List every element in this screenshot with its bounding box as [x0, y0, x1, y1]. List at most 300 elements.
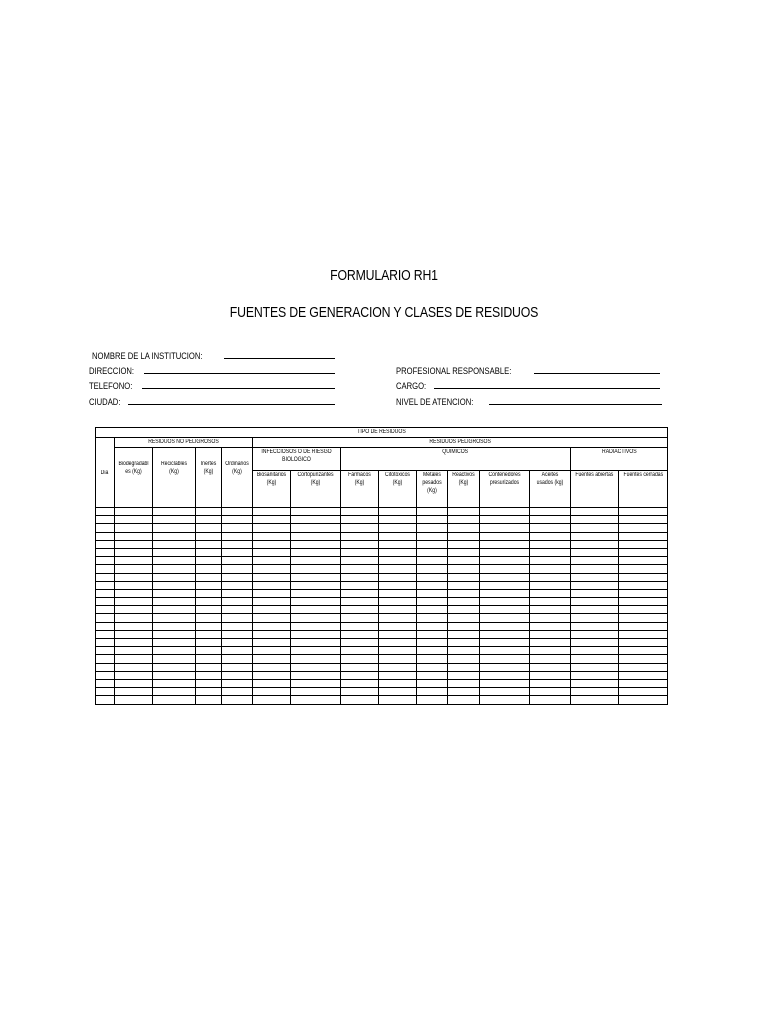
table-cell[interactable]: [253, 696, 291, 704]
field-line[interactable]: [142, 378, 335, 389]
table-cell[interactable]: [153, 622, 196, 630]
table-cell[interactable]: [480, 688, 530, 696]
table-cell[interactable]: [115, 548, 153, 556]
table-cell[interactable]: [530, 581, 571, 589]
table-cell[interactable]: [619, 655, 668, 663]
table-cell[interactable]: [196, 589, 222, 597]
table-cell[interactable]: [96, 630, 115, 638]
table-cell[interactable]: [196, 606, 222, 614]
table-cell[interactable]: [619, 548, 668, 556]
table-cell[interactable]: [417, 688, 448, 696]
table-cell[interactable]: [619, 581, 668, 589]
table-cell[interactable]: [153, 589, 196, 597]
table-cell[interactable]: [619, 663, 668, 671]
table-cell[interactable]: [341, 679, 379, 687]
table-cell[interactable]: [379, 589, 417, 597]
table-cell[interactable]: [480, 524, 530, 532]
field-nivel-atencion[interactable]: [396, 393, 662, 407]
table-cell[interactable]: [417, 589, 448, 597]
table-cell[interactable]: [253, 516, 291, 524]
table-cell[interactable]: [480, 508, 530, 516]
table-cell[interactable]: [619, 589, 668, 597]
table-cell[interactable]: [448, 557, 480, 565]
table-cell[interactable]: [341, 622, 379, 630]
table-cell[interactable]: [619, 606, 668, 614]
table-cell[interactable]: [379, 655, 417, 663]
table-cell[interactable]: [571, 606, 619, 614]
table-cell[interactable]: [448, 671, 480, 679]
table-cell[interactable]: [115, 622, 153, 630]
table-cell[interactable]: [291, 557, 341, 565]
table-cell[interactable]: [291, 581, 341, 589]
table-cell[interactable]: [196, 614, 222, 622]
table-cell[interactable]: [480, 606, 530, 614]
field-line[interactable]: [434, 378, 660, 389]
table-cell[interactable]: [448, 565, 480, 573]
table-cell[interactable]: [571, 688, 619, 696]
table-cell[interactable]: [619, 630, 668, 638]
table-cell[interactable]: [619, 622, 668, 630]
table-cell[interactable]: [96, 663, 115, 671]
table-cell[interactable]: [222, 589, 253, 597]
table-cell[interactable]: [571, 508, 619, 516]
table-cell[interactable]: [480, 630, 530, 638]
table-cell[interactable]: [571, 516, 619, 524]
table-cell[interactable]: [253, 679, 291, 687]
table-cell[interactable]: [530, 679, 571, 687]
table-cell[interactable]: [417, 598, 448, 606]
table-cell[interactable]: [379, 606, 417, 614]
table-cell[interactable]: [417, 647, 448, 655]
table-cell[interactable]: [115, 671, 153, 679]
table-cell[interactable]: [619, 508, 668, 516]
table-cell[interactable]: [571, 548, 619, 556]
table-cell[interactable]: [417, 622, 448, 630]
table-cell[interactable]: [96, 589, 115, 597]
table-cell[interactable]: [379, 573, 417, 581]
table-cell[interactable]: [417, 573, 448, 581]
table-cell[interactable]: [115, 606, 153, 614]
table-cell[interactable]: [448, 630, 480, 638]
table-cell[interactable]: [341, 655, 379, 663]
table-cell[interactable]: [153, 532, 196, 540]
table-cell[interactable]: [571, 589, 619, 597]
field-line[interactable]: [144, 363, 335, 374]
table-cell[interactable]: [222, 647, 253, 655]
table-cell[interactable]: [253, 655, 291, 663]
table-cell[interactable]: [571, 679, 619, 687]
table-cell[interactable]: [253, 606, 291, 614]
table-cell[interactable]: [379, 622, 417, 630]
table-cell[interactable]: [530, 540, 571, 548]
table-cell[interactable]: [448, 614, 480, 622]
table-cell[interactable]: [196, 598, 222, 606]
table-cell[interactable]: [417, 606, 448, 614]
table-cell[interactable]: [417, 581, 448, 589]
table-cell[interactable]: [253, 688, 291, 696]
table-cell[interactable]: [619, 671, 668, 679]
table-cell[interactable]: [480, 581, 530, 589]
table-cell[interactable]: [619, 565, 668, 573]
table-cell[interactable]: [291, 524, 341, 532]
table-cell[interactable]: [253, 622, 291, 630]
table-cell[interactable]: [530, 524, 571, 532]
table-cell[interactable]: [417, 679, 448, 687]
table-cell[interactable]: [571, 573, 619, 581]
table-cell[interactable]: [291, 565, 341, 573]
field-direccion[interactable]: [89, 362, 335, 376]
table-cell[interactable]: [530, 671, 571, 679]
table-cell[interactable]: [196, 663, 222, 671]
table-cell[interactable]: [253, 671, 291, 679]
table-cell[interactable]: [115, 532, 153, 540]
table-cell[interactable]: [196, 516, 222, 524]
table-cell[interactable]: [291, 622, 341, 630]
table-cell[interactable]: [480, 655, 530, 663]
table-cell[interactable]: [571, 540, 619, 548]
table-cell[interactable]: [379, 639, 417, 647]
table-cell[interactable]: [222, 573, 253, 581]
table-cell[interactable]: [341, 581, 379, 589]
table-cell[interactable]: [619, 598, 668, 606]
table-cell[interactable]: [291, 606, 341, 614]
table-cell[interactable]: [222, 679, 253, 687]
table-cell[interactable]: [530, 647, 571, 655]
table-cell[interactable]: [115, 663, 153, 671]
table-cell[interactable]: [253, 573, 291, 581]
table-cell[interactable]: [222, 639, 253, 647]
table-cell[interactable]: [341, 606, 379, 614]
table-cell[interactable]: [153, 679, 196, 687]
table-cell[interactable]: [530, 565, 571, 573]
table-cell[interactable]: [153, 508, 196, 516]
table-cell[interactable]: [379, 663, 417, 671]
table-cell[interactable]: [571, 532, 619, 540]
table-cell[interactable]: [448, 516, 480, 524]
table-cell[interactable]: [448, 589, 480, 597]
table-cell[interactable]: [115, 524, 153, 532]
table-cell[interactable]: [291, 589, 341, 597]
table-cell[interactable]: [480, 639, 530, 647]
table-cell[interactable]: [448, 679, 480, 687]
table-cell[interactable]: [619, 516, 668, 524]
table-cell[interactable]: [153, 524, 196, 532]
table-cell[interactable]: [115, 630, 153, 638]
table-cell[interactable]: [448, 606, 480, 614]
table-cell[interactable]: [619, 573, 668, 581]
table-cell[interactable]: [196, 524, 222, 532]
table-cell[interactable]: [253, 548, 291, 556]
table-cell[interactable]: [530, 516, 571, 524]
field-line[interactable]: [534, 363, 660, 374]
table-cell[interactable]: [115, 508, 153, 516]
table-cell[interactable]: [530, 606, 571, 614]
table-cell[interactable]: [291, 598, 341, 606]
table-cell[interactable]: [480, 598, 530, 606]
table-cell[interactable]: [253, 663, 291, 671]
table-cell[interactable]: [530, 688, 571, 696]
table-cell[interactable]: [619, 540, 668, 548]
table-cell[interactable]: [530, 639, 571, 647]
table-cell[interactable]: [619, 614, 668, 622]
table-cell[interactable]: [253, 532, 291, 540]
table-cell[interactable]: [341, 565, 379, 573]
table-cell[interactable]: [341, 589, 379, 597]
table-cell[interactable]: [480, 679, 530, 687]
table-cell[interactable]: [571, 581, 619, 589]
table-cell[interactable]: [153, 655, 196, 663]
table-cell[interactable]: [196, 565, 222, 573]
table-cell[interactable]: [448, 622, 480, 630]
table-cell[interactable]: [480, 532, 530, 540]
table-cell[interactable]: [417, 565, 448, 573]
table-cell[interactable]: [96, 606, 115, 614]
field-ciudad[interactable]: [89, 393, 335, 407]
table-cell[interactable]: [379, 565, 417, 573]
table-cell[interactable]: [571, 524, 619, 532]
table-cell[interactable]: [341, 557, 379, 565]
table-cell[interactable]: [341, 688, 379, 696]
table-cell[interactable]: [341, 516, 379, 524]
table-cell[interactable]: [96, 655, 115, 663]
table-cell[interactable]: [530, 598, 571, 606]
table-cell[interactable]: [417, 655, 448, 663]
table-cell[interactable]: [448, 524, 480, 532]
table-cell[interactable]: [417, 524, 448, 532]
table-cell[interactable]: [417, 508, 448, 516]
table-cell[interactable]: [379, 581, 417, 589]
table-cell[interactable]: [96, 614, 115, 622]
table-cell[interactable]: [341, 524, 379, 532]
table-cell[interactable]: [571, 598, 619, 606]
table-cell[interactable]: [96, 524, 115, 532]
table-cell[interactable]: [571, 630, 619, 638]
table-cell[interactable]: [153, 696, 196, 704]
table-cell[interactable]: [571, 655, 619, 663]
table-cell[interactable]: [253, 598, 291, 606]
table-cell[interactable]: [291, 516, 341, 524]
table-cell[interactable]: [448, 598, 480, 606]
table-cell[interactable]: [153, 557, 196, 565]
table-cell[interactable]: [530, 630, 571, 638]
table-cell[interactable]: [196, 622, 222, 630]
table-cell[interactable]: [448, 655, 480, 663]
table-cell[interactable]: [619, 557, 668, 565]
table-cell[interactable]: [153, 614, 196, 622]
table-cell[interactable]: [291, 540, 341, 548]
table-cell[interactable]: [222, 622, 253, 630]
table-cell[interactable]: [379, 524, 417, 532]
table-cell[interactable]: [341, 598, 379, 606]
table-cell[interactable]: [96, 540, 115, 548]
table-cell[interactable]: [96, 581, 115, 589]
table-cell[interactable]: [530, 622, 571, 630]
table-cell[interactable]: [153, 516, 196, 524]
table-cell[interactable]: [379, 516, 417, 524]
table-cell[interactable]: [530, 573, 571, 581]
table-cell[interactable]: [291, 630, 341, 638]
table-cell[interactable]: [253, 589, 291, 597]
table-cell[interactable]: [96, 516, 115, 524]
table-cell[interactable]: [222, 655, 253, 663]
field-line[interactable]: [224, 348, 335, 359]
table-cell[interactable]: [253, 647, 291, 655]
table-cell[interactable]: [96, 532, 115, 540]
table-cell[interactable]: [253, 540, 291, 548]
table-cell[interactable]: [115, 516, 153, 524]
table-cell[interactable]: [291, 532, 341, 540]
table-cell[interactable]: [341, 573, 379, 581]
table-cell[interactable]: [153, 671, 196, 679]
table-cell[interactable]: [253, 524, 291, 532]
table-cell[interactable]: [96, 573, 115, 581]
table-cell[interactable]: [222, 671, 253, 679]
table-cell[interactable]: [619, 532, 668, 540]
table-cell[interactable]: [153, 630, 196, 638]
table-cell[interactable]: [417, 663, 448, 671]
table-cell[interactable]: [379, 688, 417, 696]
table-cell[interactable]: [619, 639, 668, 647]
table-cell[interactable]: [417, 630, 448, 638]
table-cell[interactable]: [115, 639, 153, 647]
table-cell[interactable]: [571, 565, 619, 573]
table-cell[interactable]: [115, 614, 153, 622]
table-cell[interactable]: [222, 524, 253, 532]
table-cell[interactable]: [379, 540, 417, 548]
table-cell[interactable]: [291, 647, 341, 655]
table-cell[interactable]: [222, 630, 253, 638]
table-cell[interactable]: [379, 671, 417, 679]
table-cell[interactable]: [222, 516, 253, 524]
table-cell[interactable]: [115, 565, 153, 573]
table-cell[interactable]: [196, 508, 222, 516]
table-cell[interactable]: [530, 614, 571, 622]
table-cell[interactable]: [222, 606, 253, 614]
table-cell[interactable]: [417, 540, 448, 548]
table-cell[interactable]: [96, 647, 115, 655]
table-cell[interactable]: [115, 679, 153, 687]
table-cell[interactable]: [417, 532, 448, 540]
table-cell[interactable]: [153, 548, 196, 556]
table-cell[interactable]: [196, 696, 222, 704]
table-cell[interactable]: [115, 598, 153, 606]
table-cell[interactable]: [448, 663, 480, 671]
table-cell[interactable]: [96, 598, 115, 606]
table-cell[interactable]: [341, 508, 379, 516]
table-cell[interactable]: [417, 639, 448, 647]
table-cell[interactable]: [379, 557, 417, 565]
field-line[interactable]: [128, 394, 335, 405]
table-cell[interactable]: [253, 557, 291, 565]
table-cell[interactable]: [291, 696, 341, 704]
table-cell[interactable]: [291, 508, 341, 516]
table-cell[interactable]: [530, 557, 571, 565]
table-cell[interactable]: [291, 679, 341, 687]
table-cell[interactable]: [480, 589, 530, 597]
table-cell[interactable]: [115, 573, 153, 581]
table-cell[interactable]: [448, 647, 480, 655]
table-cell[interactable]: [196, 540, 222, 548]
table-cell[interactable]: [153, 598, 196, 606]
table-cell[interactable]: [480, 573, 530, 581]
field-profesional-responsable[interactable]: [396, 362, 660, 376]
table-cell[interactable]: [571, 639, 619, 647]
table-cell[interactable]: [379, 696, 417, 704]
table-cell[interactable]: [153, 540, 196, 548]
table-cell[interactable]: [115, 540, 153, 548]
field-line[interactable]: [489, 394, 662, 405]
table-cell[interactable]: [196, 679, 222, 687]
table-cell[interactable]: [379, 647, 417, 655]
table-cell[interactable]: [480, 696, 530, 704]
table-cell[interactable]: [341, 548, 379, 556]
table-cell[interactable]: [480, 557, 530, 565]
table-cell[interactable]: [291, 614, 341, 622]
table-cell[interactable]: [571, 647, 619, 655]
table-cell[interactable]: [253, 565, 291, 573]
field-nombre-institucion[interactable]: [92, 347, 335, 361]
table-cell[interactable]: [530, 532, 571, 540]
table-cell[interactable]: [196, 630, 222, 638]
table-cell[interactable]: [448, 639, 480, 647]
table-cell[interactable]: [96, 696, 115, 704]
table-cell[interactable]: [341, 630, 379, 638]
table-cell[interactable]: [619, 688, 668, 696]
table-cell[interactable]: [115, 688, 153, 696]
table-cell[interactable]: [480, 663, 530, 671]
table-cell[interactable]: [222, 581, 253, 589]
table-cell[interactable]: [341, 639, 379, 647]
table-cell[interactable]: [291, 663, 341, 671]
table-cell[interactable]: [480, 540, 530, 548]
table-cell[interactable]: [222, 540, 253, 548]
table-cell[interactable]: [96, 557, 115, 565]
table-cell[interactable]: [480, 565, 530, 573]
table-cell[interactable]: [253, 508, 291, 516]
table-cell[interactable]: [153, 565, 196, 573]
table-cell[interactable]: [115, 696, 153, 704]
table-cell[interactable]: [619, 524, 668, 532]
table-cell[interactable]: [571, 622, 619, 630]
table-cell[interactable]: [571, 671, 619, 679]
table-cell[interactable]: [341, 614, 379, 622]
table-cell[interactable]: [341, 540, 379, 548]
table-cell[interactable]: [222, 696, 253, 704]
table-cell[interactable]: [222, 508, 253, 516]
table-cell[interactable]: [571, 696, 619, 704]
table-cell[interactable]: [196, 573, 222, 581]
table-cell[interactable]: [291, 655, 341, 663]
table-cell[interactable]: [196, 548, 222, 556]
table-cell[interactable]: [291, 639, 341, 647]
table-cell[interactable]: [619, 647, 668, 655]
table-cell[interactable]: [291, 573, 341, 581]
table-cell[interactable]: [571, 557, 619, 565]
table-cell[interactable]: [448, 581, 480, 589]
table-cell[interactable]: [571, 614, 619, 622]
table-cell[interactable]: [115, 589, 153, 597]
table-cell[interactable]: [196, 655, 222, 663]
table-cell[interactable]: [115, 557, 153, 565]
table-cell[interactable]: [153, 688, 196, 696]
table-cell[interactable]: [480, 671, 530, 679]
table-cell[interactable]: [417, 516, 448, 524]
table-cell[interactable]: [341, 647, 379, 655]
table-cell[interactable]: [530, 655, 571, 663]
table-cell[interactable]: [291, 548, 341, 556]
table-cell[interactable]: [480, 548, 530, 556]
table-cell[interactable]: [530, 508, 571, 516]
